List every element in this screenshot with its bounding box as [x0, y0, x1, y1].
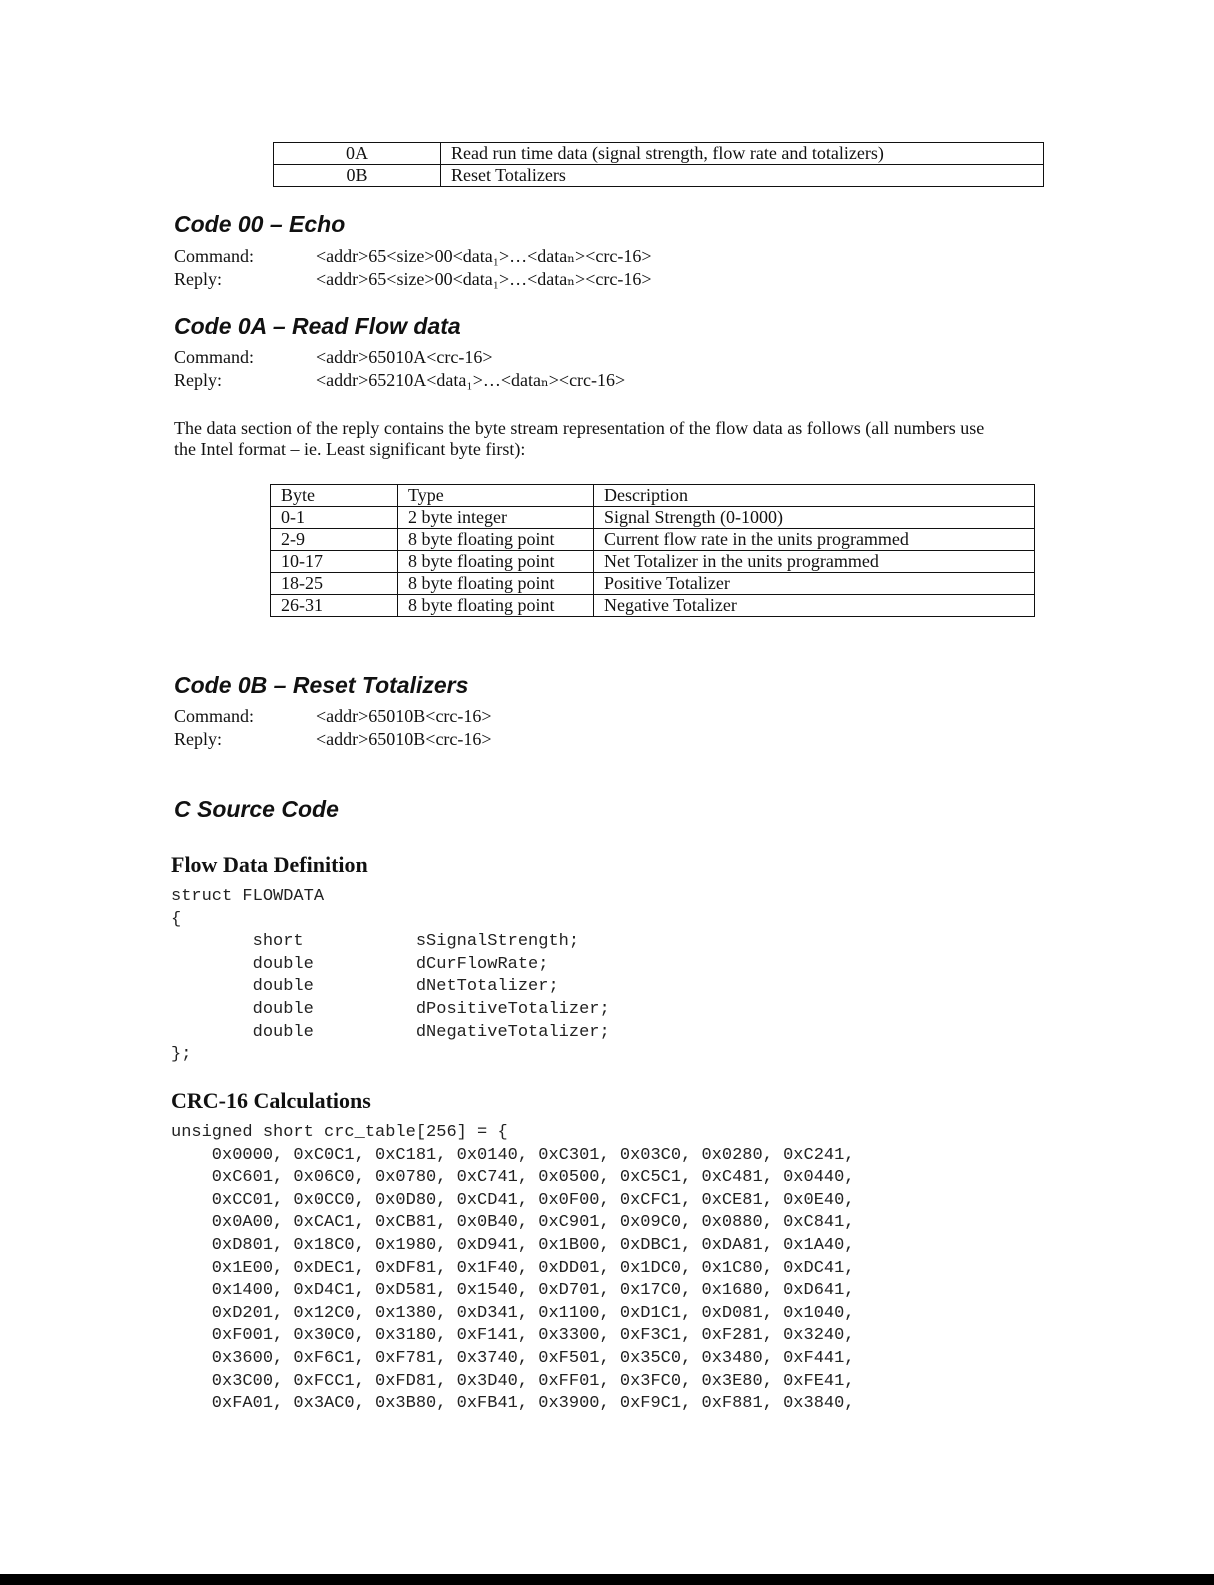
table-row — [274, 143, 1044, 165]
table-row — [271, 507, 1035, 529]
code00-heading: Code 00 – Echo — [174, 211, 346, 237]
scan-edge-bar — [0, 1574, 1214, 1585]
command-label: Command: — [174, 347, 254, 367]
description-cell: Negative Totalizer — [594, 595, 1035, 617]
type-cell: 8 byte floating point — [398, 595, 594, 617]
table-row — [271, 573, 1035, 595]
type-cell: 2 byte integer — [398, 507, 594, 529]
command-label: Command: — [174, 706, 254, 726]
byte-cell: 2-9 — [271, 529, 398, 551]
description-cell: Net Totalizer in the units programmed — [594, 551, 1035, 573]
header-cell: Type — [398, 485, 594, 507]
code-table — [273, 142, 1044, 187]
type-cell: 8 byte floating point — [398, 573, 594, 595]
code0a-heading: Code 0A – Read Flow data — [174, 313, 461, 339]
byte-table — [270, 484, 1035, 617]
description-cell: Read run time data (signal strength, flow rate and totalizers) — [441, 143, 1044, 165]
description-cell: Positive Totalizer — [594, 573, 1035, 595]
flow-data-code: struct FLOWDATA { short sSignalStrength; double dCurFlowRate; double dNetTotalizer; double dPositiveTotalizer; double dNegativeTotalizer; }; — [171, 887, 610, 1065]
byte-cell: 18-25 — [271, 573, 398, 595]
header-cell: Description — [594, 485, 1035, 507]
reply-value: <addr>65010B<crc-16> — [316, 729, 492, 749]
reply-value: <addr>65210A<data₁>…<dataₙ><crc-16> — [316, 370, 626, 390]
byte-cell: 0-1 — [271, 507, 398, 529]
table-header-row — [271, 485, 1035, 507]
command-value: <addr>65010B<crc-16> — [316, 706, 492, 726]
type-cell: 8 byte floating point — [398, 529, 594, 551]
reply-label: Reply: — [174, 269, 222, 289]
code-cell: 0A — [274, 143, 441, 165]
header-cell: Byte — [271, 485, 398, 507]
c-source-heading: C Source Code — [174, 796, 339, 822]
crc-table-code: unsigned short crc_table[256] = { 0x0000, 0xC0C1, 0xC181, 0x0140, 0xC301, 0x03C0, 0x0280, 0xC241, 0xC601, 0x06C0, 0x0780, 0xC741, 0x0500, 0xC5C1, 0xC481, 0x0440, 0xCC01, 0x0CC0, 0x0D80, 0xCD41, 0x0F00, 0xCFC1, 0xCE81, 0x0E40, 0x0A00, 0xCAC1, 0xCB81, 0x0B40, 0xC901, 0x09C0, 0x0880, 0xC841, 0xD801, 0x18C0, 0x1980, 0xD941, 0x1B00, 0xDBC1, 0xDA81, 0x1A40, 0x1E00, 0xDEC1, 0xDF81, 0x1F40, 0xDD01, 0x1DC0, 0x1C80, 0xDC41, 0x1400, 0xD4C1, 0xD581, 0x1540, 0xD701, 0x17C0, 0x1680, 0xD641, 0xD201, 0x12C0, 0x1380, 0xD341, 0x1100, 0xD1C1, 0xD081, 0x1040, 0xF001, 0x30C0, 0x3180, 0xF141, 0x3300, 0xF3C1, 0xF281, 0x3240, 0x3600, 0xF6C1, 0xF781, 0x3740, 0xF501, 0x35C0, 0x3480, 0xF441, 0x3C00, 0xFCC1, 0xFD81, 0x3D40, 0xFF01, 0x3FC0, 0x3E80, 0xFE41, 0xFA01, 0x3AC0, 0x3B80, 0xFB41, 0x3900, 0xF9C1, 0xF881, 0x3840, — [171, 1123, 855, 1414]
description-cell: Reset Totalizers — [441, 165, 1044, 187]
code-cell: 0B — [274, 165, 441, 187]
flow-data-paragraph: The data section of the reply contains the byte stream representation of the flow data as follows (all numbers use the Intel format – ie. Least significant byte first): — [174, 418, 985, 459]
command-value: <addr>65<size>00<data₁>…<dataₙ><crc-16> — [316, 246, 652, 266]
table-row — [271, 595, 1035, 617]
command-label: Command: — [174, 246, 254, 266]
table-row — [271, 551, 1035, 573]
reply-label: Reply: — [174, 729, 222, 749]
command-value: <addr>65010A<crc-16> — [316, 347, 493, 367]
byte-cell: 26-31 — [271, 595, 398, 617]
description-cell: Current flow rate in the units programmed — [594, 529, 1035, 551]
byte-cell: 10-17 — [271, 551, 398, 573]
code0b-heading: Code 0B – Reset Totalizers — [174, 672, 469, 698]
table-row — [274, 165, 1044, 187]
reply-value: <addr>65<size>00<data₁>…<dataₙ><crc-16> — [316, 269, 652, 289]
type-cell: 8 byte floating point — [398, 551, 594, 573]
flow-data-heading: Flow Data Definition — [171, 852, 368, 877]
crc-heading: CRC-16 Calculations — [171, 1088, 371, 1113]
table-row — [271, 529, 1035, 551]
description-cell: Signal Strength (0-1000) — [594, 507, 1035, 529]
reply-label: Reply: — [174, 370, 222, 390]
